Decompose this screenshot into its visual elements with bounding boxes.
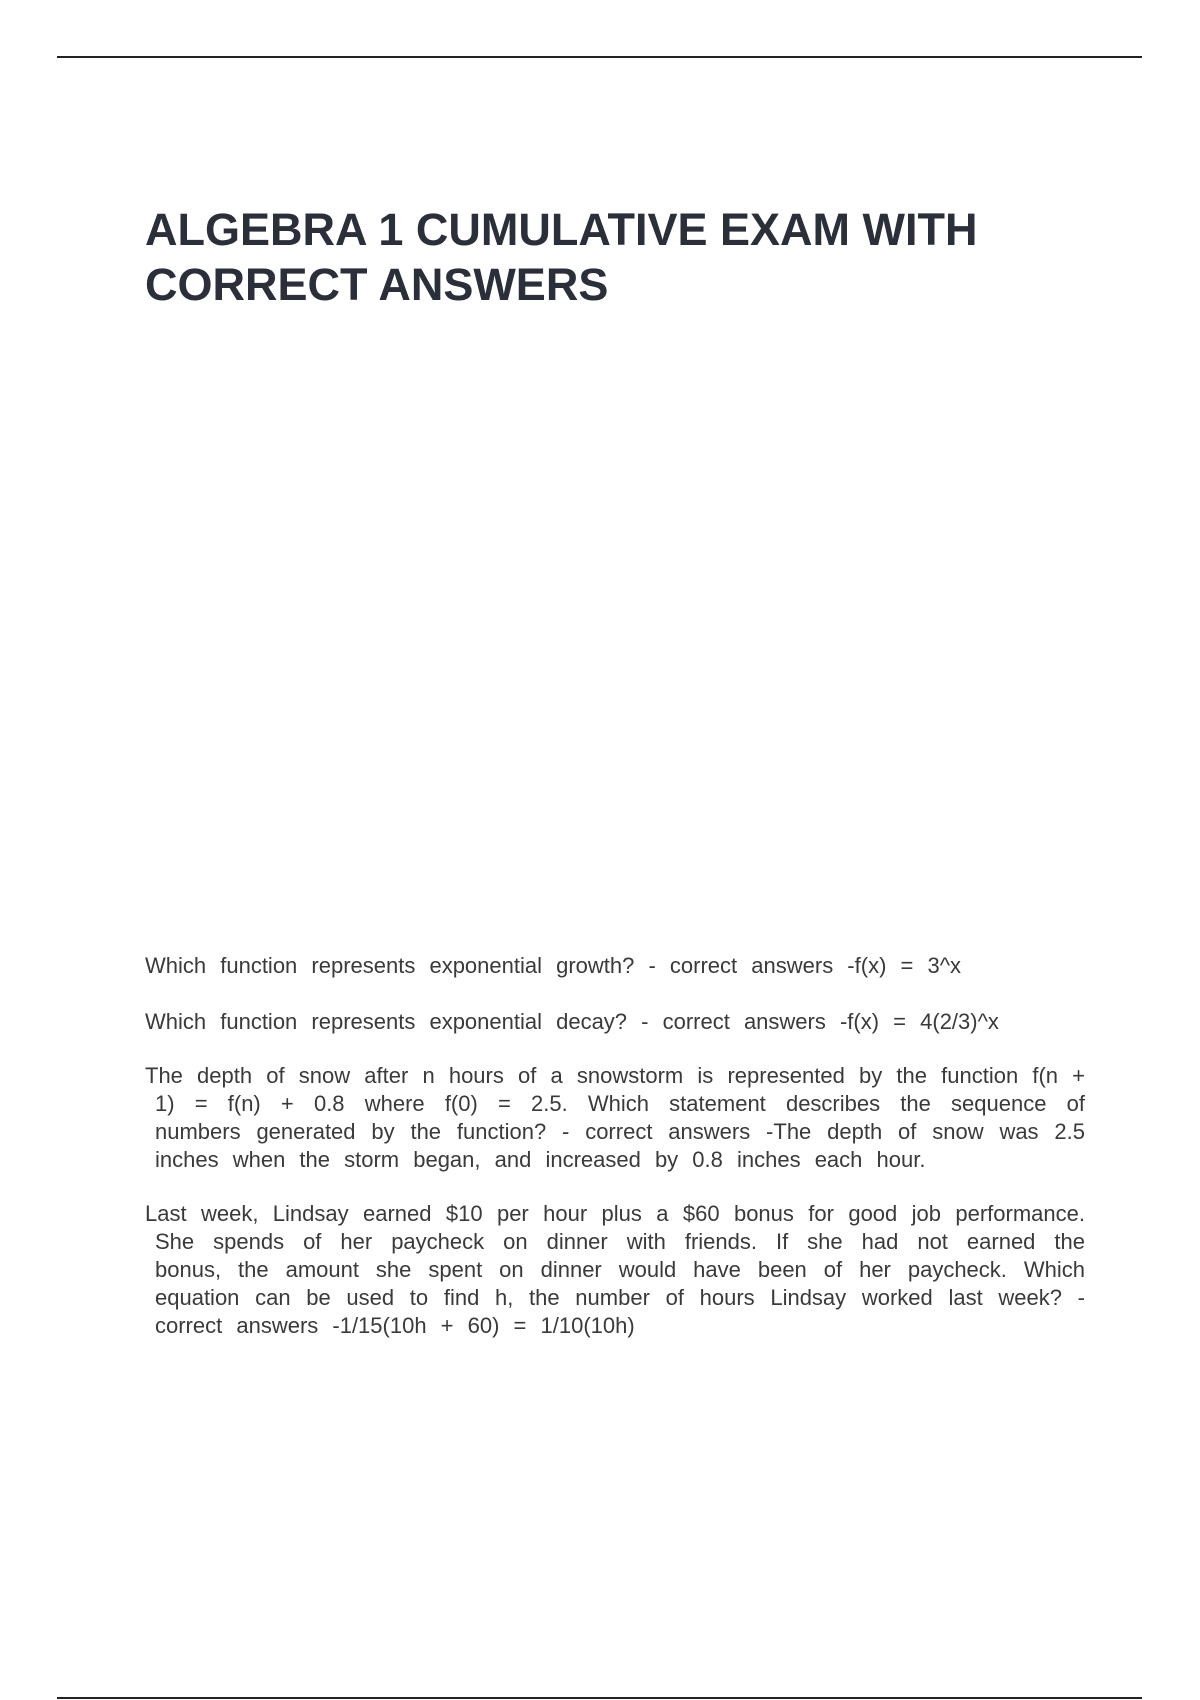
question-list bbox=[145, 952, 1085, 1366]
question-item-3: The depth of snow after n hours of a snowstorm is represented by the function f(n + 1) = f(n) + 0.8 where f(0) = 2.5. Which statement describes the sequence of numbers generated by the function? - correct answers -The depth of snow was 2.5 inches when the storm began, and increased by 0.8 inches each hour. bbox=[145, 1063, 1085, 1172]
question-item-1: Which function represents exponential growth? - correct answers -f(x) = 3^x bbox=[145, 953, 962, 978]
question-item-4: Last week, Lindsay earned $10 per hour plus a $60 bonus for good job performance. She spends of her paycheck on dinner with friends. If she had not earned the bonus, the amount she spent on dinner would have been of her paycheck. Which equation can be used to find h, the number of hours Lindsay worked last week? - correct answers -1/15(10h + 60) = 1/10(10h) bbox=[145, 1201, 1085, 1338]
top-rule bbox=[57, 56, 1142, 58]
question-item-2: Which function represents exponential decay? - correct answers -f(x) = 4(2/3)^x bbox=[145, 1009, 999, 1034]
bottom-rule bbox=[57, 1697, 1142, 1699]
document-title: ALGEBRA 1 CUMULATIVE EXAM WITH CORRECT ANSWERS bbox=[145, 204, 978, 310]
